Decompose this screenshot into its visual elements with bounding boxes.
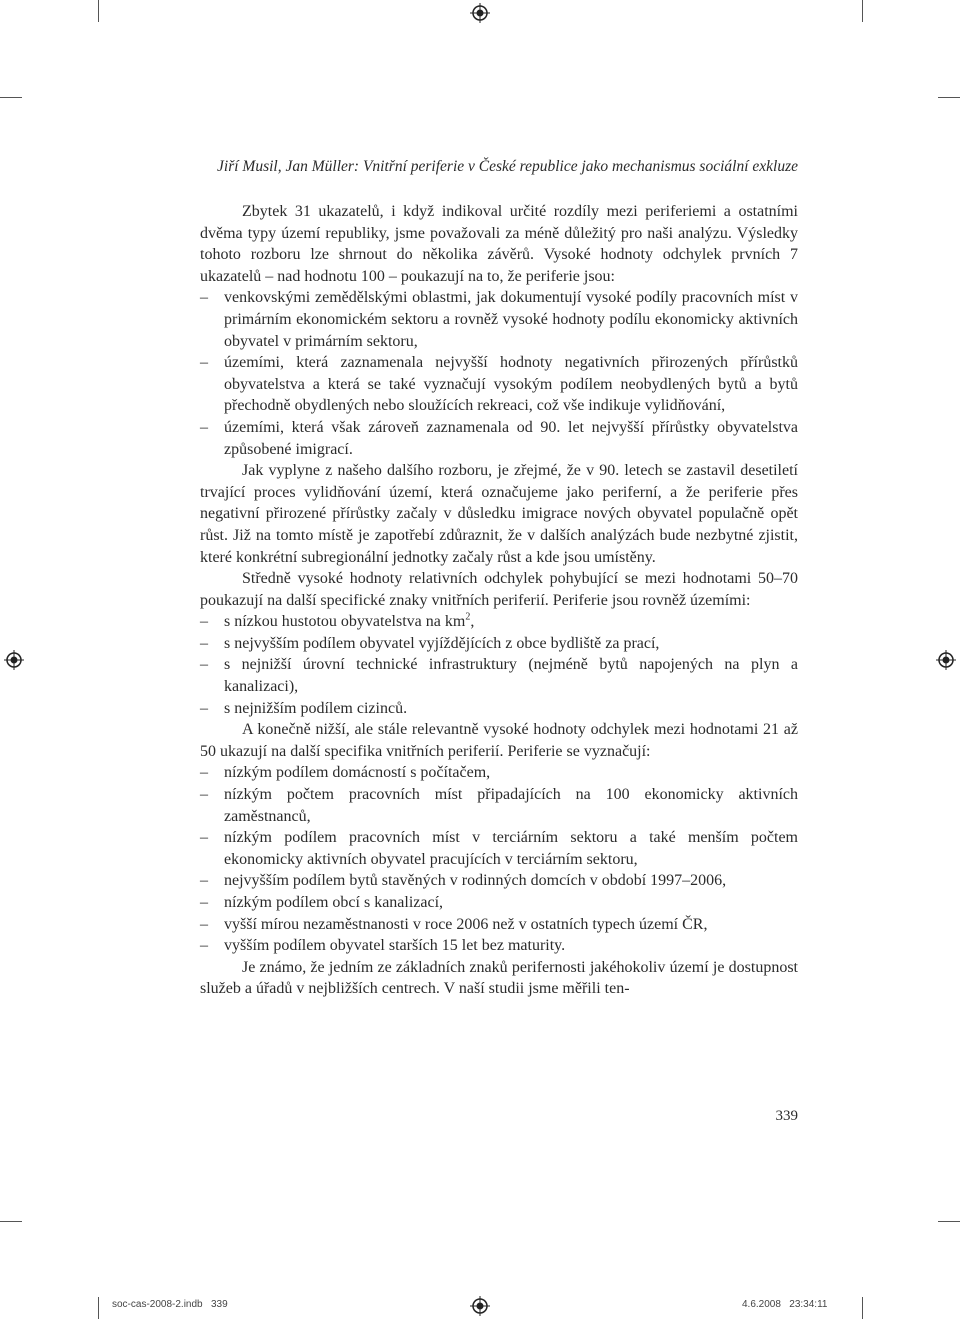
paragraph: Jak vyplyne z našeho dalšího rozboru, je zřejmé, že v 90. letech se zastavil desetiletí trvající proces vylidňování území, která označujeme jako periferní, a že periferie přes negativní přirozené přírůstky začaly v důsledku imigrace nových obyvatel populačně opět růst. Již na tomto místě je zapotřebí zdůraznit, že v dalších analýzách bude nezbytné zjistit, které konkrétní subregionální jednotky začaly růst a kde jsou umístěny. — [200, 462, 798, 566]
list-item: – nízkým podílem obcí s kanalizací, — [200, 892, 798, 914]
list-item: – nízkým počtem pracovních míst připadajících na 100 ekonomicky aktivních zaměstnanců, — [200, 784, 798, 827]
crop-mark — [98, 1297, 99, 1319]
list-item: – nejvyšším podílem bytů stavěných v rodinných domcích v období 1997–2006, — [200, 870, 798, 892]
paragraph: Středně vysoké hodnoty relativních odchylek pohybující se mezi hodnotami 50–70 poukazují na další specifické znaky vnitřních periferií. Periferie jsou rovněž územími: — [200, 570, 798, 609]
bullet-list — [200, 762, 798, 956]
paragraph: Zbytek 31 ukazatelů, i když indikoval určité rozdíly mezi periferiemi a ostatními dvěma typy území republiky, jsme považovali za méně důležitý pro naši analýzu. Výsledky tohoto rozboru lze shrnout do několika závěrů. Vysoké hodnoty odchylek prvních 7 ukazatelů – nad hodnotu 100 – poukazují na to, že periferie jsou: — [200, 203, 798, 285]
registration-mark-icon — [470, 1296, 490, 1316]
crop-mark — [938, 97, 960, 98]
list-item-punct: , — [470, 613, 475, 631]
crop-mark — [98, 0, 99, 22]
crop-mark — [862, 0, 863, 22]
list-item: – vyšším podílem obyvatel starších 15 let bez maturity. — [200, 935, 798, 957]
slug-filename: soc-cas-2008-2.indb 339 — [112, 1299, 228, 1310]
registration-mark-icon — [4, 650, 24, 670]
crop-mark — [0, 1221, 22, 1222]
list-item: – vyšší mírou nezaměstnanosti v roce 2006 než v ostatních typech území ČR, — [200, 914, 798, 936]
registration-mark-icon — [936, 650, 956, 670]
list-item: – nízkým podílem domácností s počítačem, — [200, 762, 798, 784]
bullet-list — [200, 611, 798, 719]
list-item: – územími, která však zároveň zaznamenala od 90. let nejvyšší přírůstky obyvatelstva způsobené imigrací. — [200, 417, 798, 460]
superscript: 2 — [465, 611, 471, 623]
list-item: – s nejnižším podílem cizinců. — [200, 698, 798, 720]
list-item — [200, 611, 798, 633]
list-item: – s nejnižší úrovní technické infrastruktury (nejméně bytů napojených na plyn a kanalizaci), — [200, 654, 798, 697]
crop-mark — [0, 97, 22, 98]
page-body — [200, 201, 798, 1000]
running-header: Jiří Musil, Jan Müller: Vnitřní periferie v České republice jako mechanismus sociální exkluze — [217, 158, 798, 175]
bullet-list — [200, 287, 798, 460]
crop-mark — [862, 1297, 863, 1319]
crop-mark — [938, 1221, 960, 1222]
page-number: 339 — [775, 1108, 798, 1124]
list-item: – územími, která zaznamenala nejvyšší hodnoty negativních přirozených přírůstků obyvatelstva a která se také vyznačují vysokým podílem neobydlených bytů a bytů přechodně obydlených nebo sloužících rekreaci, což vše indikuje vylidňování, — [200, 352, 798, 417]
registration-mark-icon — [470, 3, 490, 23]
list-item: – nízkým podílem pracovních míst v terciárním sektoru a také menším počtem ekonomicky aktivních obyvatel pracujících v terciárním sektoru, — [200, 827, 798, 870]
slug-timestamp: 4.6.2008 23:34:11 — [742, 1299, 828, 1310]
list-item: – venkovskými zemědělskými oblastmi, jak dokumentují vysoké podíly pracovních míst v primárním ekonomickém sektoru a rovněž vysoké hodnoty podílu ekonomicky aktivních obyvatel v primárním sektoru, — [200, 287, 798, 352]
list-item: – s nejvyšším podílem obyvatel vyjíždějících z obce bydliště za prací, — [200, 633, 798, 655]
paragraph: A konečně nižší, ale stále relevantně vysoké hodnoty odchylek mezi hodnotami 21 až 50 ukazují na další specifika vnitřních periferií. Periferie se vyznačují: — [200, 721, 798, 760]
paragraph: Je známo, že jedním ze základních znaků perifernosti jakéhokoliv území je dostupnost služeb a úřadů v nejbližších centrech. V naší studii jsme měřili ten- — [200, 958, 798, 998]
list-item-text: s nízkou hustotou obyvatelstva na km — [224, 613, 466, 631]
